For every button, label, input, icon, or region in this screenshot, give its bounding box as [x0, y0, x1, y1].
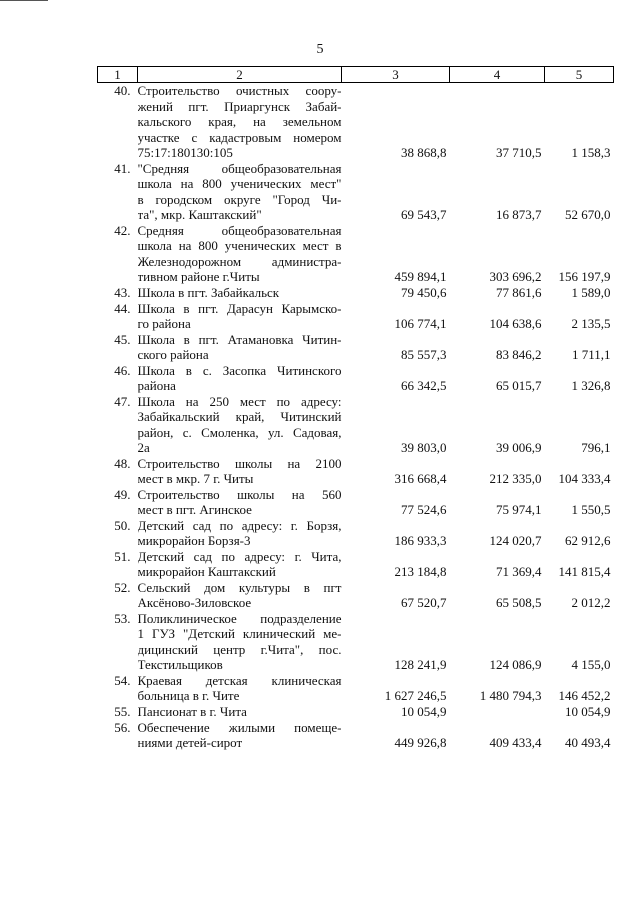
total-amount: 39 803,0 [401, 440, 447, 455]
federal-amount: 65 015,7 [496, 378, 542, 393]
object-name-line: Краевая детская клиническая [137, 672, 342, 688]
object-name [138, 301, 342, 332]
table-row [98, 611, 614, 673]
table-row [98, 580, 614, 611]
object-name [138, 394, 342, 456]
object-name [138, 518, 342, 549]
object-name [138, 611, 342, 673]
object-name-line: 2а [137, 440, 150, 455]
table-row [98, 704, 614, 720]
regional-amount: 40 493,4 [565, 735, 611, 750]
regional-amount: 146 452,2 [558, 688, 611, 703]
regional-amount: 141 815,4 [558, 564, 611, 579]
object-name-line: Сельский дом культуры в пгт [137, 579, 342, 595]
total-amount: 77 524,6 [401, 502, 447, 517]
object-name [138, 456, 342, 487]
table-row [98, 456, 614, 487]
table-row [98, 223, 614, 285]
total-amount: 10 054,9 [401, 704, 447, 719]
object-name-line: дицинский центр г.Чита", пос. [137, 641, 342, 657]
total-amount: 213 184,8 [394, 564, 447, 579]
total-amount: 106 774,1 [394, 316, 447, 331]
table-header-row [98, 67, 614, 83]
object-name [138, 332, 342, 363]
row-number: 52. [114, 579, 131, 595]
object-name [138, 580, 342, 611]
column-header-2: 2 [138, 67, 342, 83]
table-row [98, 161, 614, 223]
object-name-line: района [137, 378, 176, 393]
object-name-line: Школа в с. Засопка Читинского [137, 362, 342, 378]
row-number: 47. [114, 393, 131, 409]
row-number: 54. [114, 672, 131, 688]
regional-amount: 2 012,2 [571, 595, 611, 610]
object-name-line: Поликлиническое подразделение [137, 610, 342, 626]
object-name-line: Школа в пгт. Дарасун Карымско- [137, 300, 342, 316]
row-number: 56. [114, 719, 131, 735]
object-name [138, 487, 342, 518]
object-name-line: Средняя общеобразовательная [137, 222, 342, 238]
regional-amount: 1 326,8 [571, 378, 611, 393]
object-name-line: Пансионат в г. Чита [137, 704, 247, 719]
total-amount: 459 894,1 [394, 269, 447, 284]
regional-amount: 52 670,0 [565, 207, 611, 222]
object-name-line: Строительство очистных соору- [137, 83, 342, 98]
row-number: 43. [114, 284, 131, 300]
row-number: 41. [114, 160, 131, 176]
total-amount: 316 668,4 [394, 471, 447, 486]
object-name-line: 75:17:180130:105 [137, 145, 233, 160]
federal-amount: 83 846,2 [496, 347, 542, 362]
regional-amount: 156 197,9 [558, 269, 611, 284]
object-name-line: кальского края, на земельном [137, 114, 342, 129]
federal-amount: 124 086,9 [489, 657, 542, 672]
regional-amount: 1 711,1 [571, 347, 611, 362]
table-row [98, 487, 614, 518]
object-name-line: Школа в пгт. Забайкальск [137, 285, 280, 300]
total-amount: 186 933,3 [394, 533, 447, 548]
object-name [138, 720, 342, 751]
total-amount: 449 926,8 [394, 735, 447, 750]
row-number: 40. [114, 83, 131, 98]
object-name-line: школа на 800 ученических мест в [137, 238, 342, 253]
object-name-line: тивном районе г.Читы [137, 269, 260, 284]
object-name [138, 704, 342, 720]
table-row [98, 363, 614, 394]
regional-amount: 4 155,0 [571, 657, 611, 672]
table-row [98, 332, 614, 363]
regional-amount: 10 054,9 [565, 704, 611, 719]
object-name [138, 161, 342, 223]
federal-amount: 1 480 794,3 [479, 688, 542, 703]
table-row [98, 549, 614, 580]
federal-amount: 75 974,1 [496, 502, 542, 517]
federal-amount: 39 006,9 [496, 440, 542, 455]
table-row [98, 285, 614, 301]
object-name-line: в городском округе "Город Чи- [137, 191, 342, 207]
object-name-line: Аксёново-Зиловское [137, 595, 252, 610]
object-name-line: ского района [137, 347, 209, 362]
column-header-3: 3 [342, 67, 450, 83]
object-name-line: Забайкальский край, Читинский [137, 409, 342, 424]
object-name-line: го района [137, 316, 191, 331]
table-row [98, 83, 614, 161]
row-number: 55. [114, 703, 131, 719]
object-name-line: мест в пгт. Агинское [137, 502, 252, 517]
row-number: 49. [114, 486, 131, 502]
federal-amount: 104 638,6 [489, 316, 542, 331]
table-row [98, 394, 614, 456]
object-name-line: Обеспечение жилыми помеще- [137, 719, 342, 735]
table-row [98, 301, 614, 332]
row-number: 53. [114, 610, 131, 626]
federal-amount: 212 335,0 [489, 471, 542, 486]
object-name-line: Школа в пгт. Атамановка Читин- [137, 331, 342, 347]
object-name-line: Строительство школы на 2100 [137, 455, 342, 471]
total-amount: 69 543,7 [401, 207, 447, 222]
page-number: 5 [316, 42, 324, 57]
row-number: 44. [114, 300, 131, 316]
object-name-line: Детский сад по адресу: г. Борзя, [137, 517, 342, 533]
object-name-line: микрорайон Каштакский [137, 564, 276, 579]
table-row [98, 720, 614, 751]
object-name-line: "Средняя общеобразовательная [137, 160, 342, 176]
federal-amount: 71 369,4 [496, 564, 542, 579]
object-name-line: Строительство школы на 560 [137, 486, 342, 502]
object-name-line: Детский сад по адресу: г. Чита, [137, 548, 342, 564]
object-name-line: микрорайон Борзя-3 [137, 533, 251, 548]
regional-amount: 1 550,5 [571, 502, 611, 517]
object-name-line: мест в мкр. 7 г. Читы [137, 471, 254, 486]
top-rule [0, 0, 48, 1]
row-number: 48. [114, 455, 131, 471]
total-amount: 38 868,8 [401, 145, 447, 160]
object-name [138, 673, 342, 704]
column-header-4: 4 [450, 67, 545, 83]
object-name-line: 1 ГУЗ "Детский клинический ме- [137, 626, 342, 641]
object-name-line: Школа на 250 мест по адресу: [137, 393, 342, 409]
table-row [98, 518, 614, 549]
federal-amount: 303 696,2 [489, 269, 542, 284]
federal-amount: 77 861,6 [496, 285, 542, 300]
row-number: 51. [114, 548, 131, 564]
object-name-line: та", мкр. Каштакский" [137, 207, 262, 222]
object-name [138, 549, 342, 580]
object-name-line: Текстильщиков [137, 657, 223, 672]
table-row [98, 673, 614, 704]
total-amount: 85 557,3 [401, 347, 447, 362]
regional-amount: 1 589,0 [571, 285, 611, 300]
federal-amount: 409 433,4 [489, 735, 542, 750]
federal-amount: 16 873,7 [496, 207, 542, 222]
object-name-line: жений пгт. Приаргунск Забай- [137, 98, 342, 114]
object-name-line: Железнодорожном администра- [137, 253, 342, 269]
regional-amount: 796,1 [581, 440, 611, 455]
row-number: 45. [114, 331, 131, 347]
column-header-5: 5 [545, 67, 614, 83]
regional-amount: 104 333,4 [558, 471, 611, 486]
object-name [138, 83, 342, 161]
object-name-line: школа на 800 ученических мест" [137, 176, 342, 191]
federal-amount: 37 710,5 [496, 145, 542, 160]
total-amount: 66 342,5 [401, 378, 447, 393]
total-amount: 128 241,9 [394, 657, 447, 672]
row-number: 50. [114, 517, 131, 533]
object-name-line: ниями детей-сирот [137, 735, 243, 750]
row-number: 46. [114, 362, 131, 378]
row-number: 42. [114, 222, 131, 238]
federal-amount: 124 020,7 [489, 533, 542, 548]
object-name [138, 285, 342, 301]
total-amount: 1 627 246,5 [384, 688, 447, 703]
object-name-line: участке с кадастровым номером [137, 129, 342, 145]
total-amount: 79 450,6 [401, 285, 447, 300]
column-header-1: 1 [98, 67, 138, 83]
regional-amount: 1 158,3 [571, 145, 611, 160]
federal-amount: 65 508,5 [496, 595, 542, 610]
regional-amount: 62 912,6 [565, 533, 611, 548]
regional-amount: 2 135,5 [571, 316, 611, 331]
table-body [98, 83, 614, 751]
total-amount: 67 520,7 [401, 595, 447, 610]
object-name [138, 223, 342, 285]
federal-amount [450, 704, 545, 720]
object-name [138, 363, 342, 394]
object-name-line: район, с. Смоленка, ул. Садовая, [137, 424, 342, 440]
object-name-line: больница в г. Чите [137, 688, 240, 703]
budget-table [97, 66, 614, 751]
